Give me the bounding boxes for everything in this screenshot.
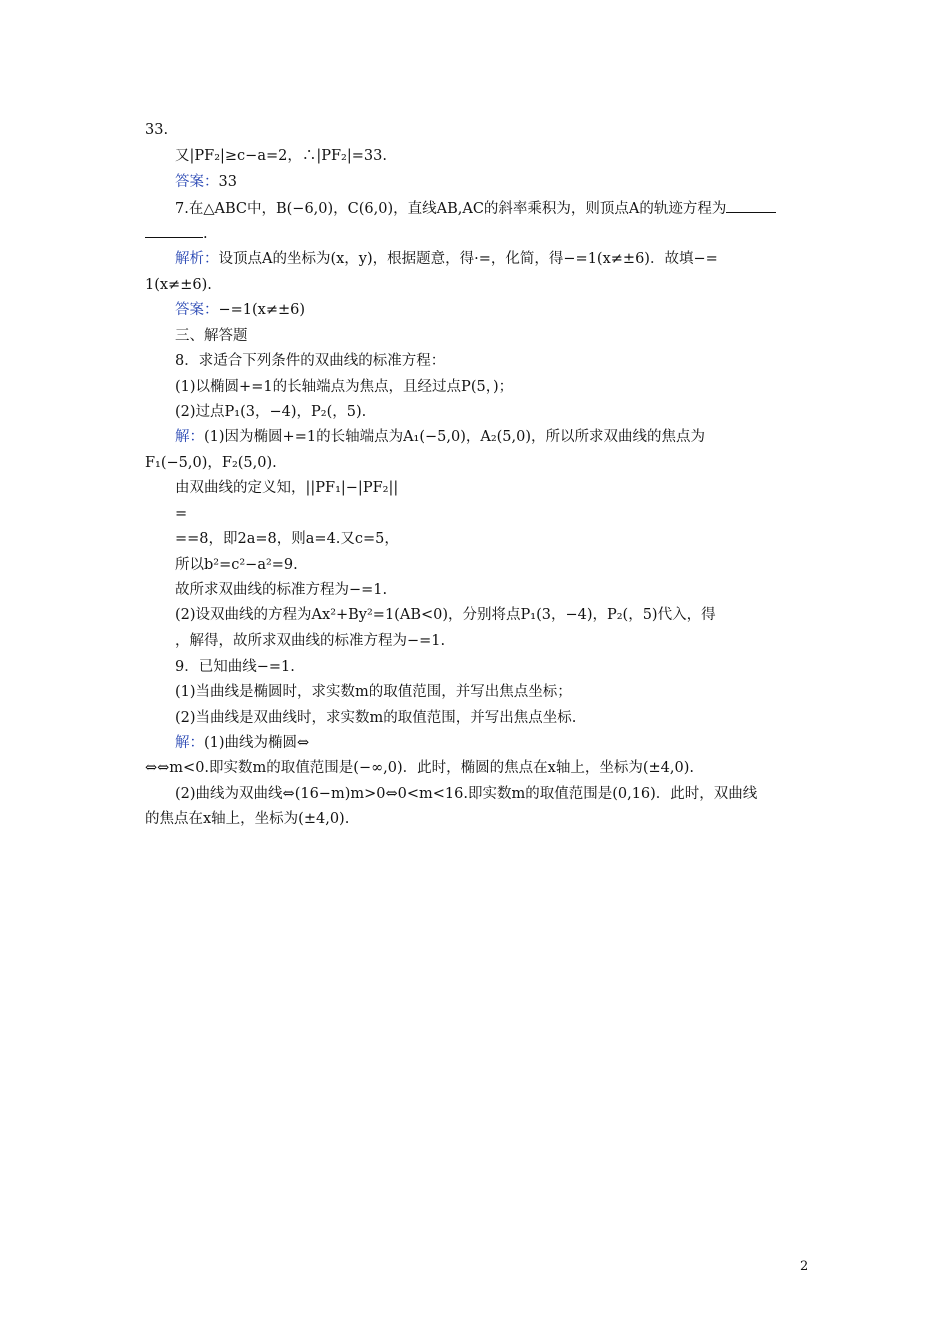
line-1: 33. xyxy=(145,122,169,138)
answer-line-7: 答案：−=1(x≠±6) xyxy=(175,302,306,318)
solution-label: 解： xyxy=(175,429,204,445)
analysis-7: 解析：设顶点A的坐标为(x，y)，根据题意，得·=，化简，得−=1(x≠±6)．故填−= xyxy=(175,251,718,267)
question-9: 9．已知曲线−=1. xyxy=(175,659,295,675)
answer-label: 答案： xyxy=(175,174,219,190)
question-8: 8．求适合下列条件的双曲线的标准方程： xyxy=(175,353,446,369)
solution-8-line-7: 故所求双曲线的标准方程为−=1. xyxy=(175,582,388,598)
question-9-part-1: (1)当曲线是椭圆时，求实数m的取值范围，并写出焦点坐标； xyxy=(175,684,572,700)
question-9-part-2: (2)当曲线是双曲线时，求实数m的取值范围，并写出焦点坐标. xyxy=(175,710,577,726)
solution-9-part-2-cont: 的焦点在x轴上，坐标为(±4,0). xyxy=(145,811,350,827)
solution-8-line-3: 由双曲线的定义知，||PF₁|−|PF₂|| xyxy=(175,480,399,496)
question-8-part-2: (2)过点P₁(3，−4)，P₂(，5). xyxy=(175,404,367,420)
line-2: 又|PF₂|≥c−a=2，∴|PF₂|=33. xyxy=(175,148,387,164)
solution-8-line-4: = xyxy=(175,506,188,522)
analysis-7-cont: 1(x≠±6). xyxy=(145,277,212,293)
solution-8-part-2-cont: ，解得，故所求双曲线的标准方程为−=1. xyxy=(175,633,446,649)
question-8-part-1: (1)以椭圆+=1的长轴端点为焦点，且经过点P(5，)； xyxy=(175,379,514,395)
solution-9-part-2: (2)曲线为双曲线⇔(16−m)m>0⇔0<m<16.即实数m的取值范围是(0,16)．此时，双曲线 xyxy=(175,786,758,802)
solution-8: 解：(1)因为椭圆+=1的长轴端点为A₁(−5,0)，A₂(5,0)，所以所求双曲线的焦点为 xyxy=(175,429,706,445)
solution-9-line-2: ⇔⇔m<0.即实数m的取值范围是(−∞,0)．此时，椭圆的焦点在x轴上，坐标为(±4,0). xyxy=(145,760,694,776)
answer-label: 答案： xyxy=(175,302,219,318)
blank-underline xyxy=(726,198,776,213)
solution-8-line-6: 所以b²=c²−a²=9. xyxy=(175,557,298,573)
blank-underline xyxy=(145,223,203,238)
solution-8-line-2: F₁(−5,0)，F₂(5,0). xyxy=(145,455,277,471)
question-7-cont: . xyxy=(145,223,208,244)
solution-label: 解： xyxy=(175,735,204,751)
answer-line-6: 答案：33 xyxy=(175,174,237,190)
solution-9: 解：(1)曲线为椭圆⇔ xyxy=(175,735,310,751)
solution-8-line-5: ==8，即2a=8，则a=4.又c=5， xyxy=(175,531,399,547)
analysis-label: 解析： xyxy=(175,251,219,267)
page-number: 2 xyxy=(800,1259,809,1274)
section-heading: 三、解答题 xyxy=(175,328,248,344)
question-7: 7.在△ABC中，B(−6,0)，C(6,0)，直线AB,AC的斜率乘积为，则顶点A的轨迹方程为 xyxy=(175,198,776,219)
solution-8-part-2: (2)设双曲线的方程为Ax²+By²=1(AB<0)，分别将点P₁(3，−4)，P₂(，5)代入，得 xyxy=(175,607,716,623)
